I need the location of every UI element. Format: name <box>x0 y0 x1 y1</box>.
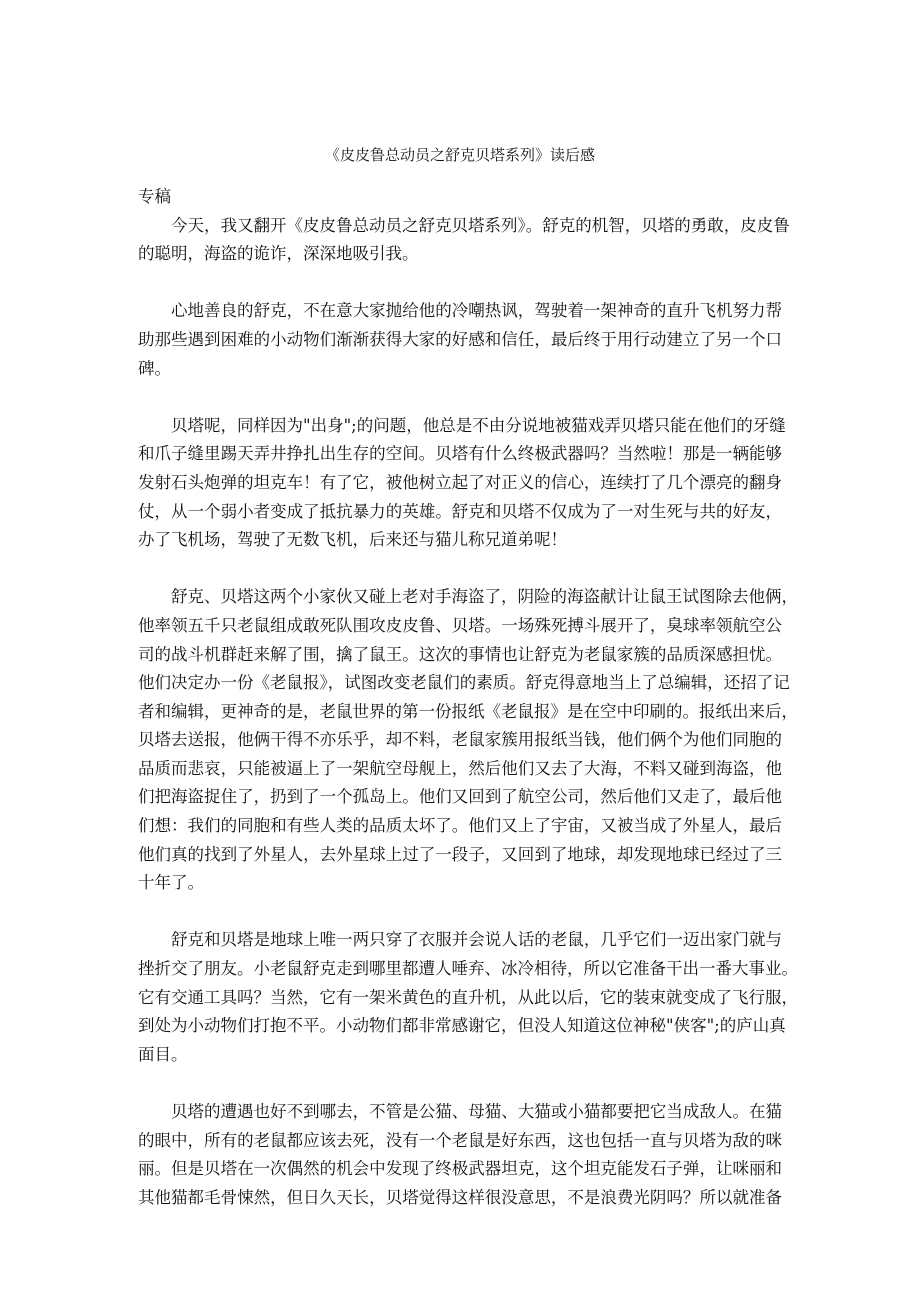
paragraph-spacer <box>138 1069 782 1098</box>
paragraph-line: 十年了。 <box>138 873 204 893</box>
paragraph <box>138 412 786 555</box>
paragraph-line: 品质而悲哀，只能被逼上了一架航空母舰上，然后他们又去了大海，不料又碰到海盗，他 <box>138 758 782 778</box>
paragraph <box>138 212 790 269</box>
paragraph-line: 贝塔的遭遇也好不到哪去，不管是公猫、母猫、大猫或小猫都要把它当成敌人。在猫 <box>171 1102 782 1121</box>
paragraph-line: 和爪子缝里踢天弄井挣扎出生存的空间。贝塔有什么终极武器吗？当然啦！那是一辆能够 <box>138 444 782 464</box>
paragraph-line: 他们决定办一份《老鼠报》，试图改变老鼠们的素质。舒克得意地当上了总编辑，还招了记 <box>138 673 790 693</box>
paragraph-line: 他们真的找到了外星人，去外星球上过了一段子，又回到了地球，却发现地球已经过了三 <box>138 844 782 864</box>
paragraph-line: 办了飞机场，驾驶了无数飞机，后来还与猫儿称兄道弟呢！ <box>138 530 567 550</box>
paragraph-line: 们想：我们的同胞和有些人类的品质太坏了。他们又上了宇宙，又被当成了外星人，最后 <box>138 816 782 836</box>
paragraph-line: 司的战斗机群赶来解了围，擒了鼠王。这次的事情也让舒克为老鼠家簇的品质深感担忧。 <box>138 644 782 664</box>
paragraph-line: 碑。 <box>138 358 171 378</box>
paragraph-line: 面目。 <box>138 1044 188 1064</box>
paragraph <box>138 297 782 383</box>
document-title: 《皮皮鲁总动员之舒克贝塔系列》读后感 <box>324 146 595 164</box>
paragraph-line: 丽。但是贝塔在一次偶然的机会中发现了终极武器坦克，这个坦克能发石子弹，让咪丽和 <box>138 1159 782 1179</box>
paragraph-line: 其他猫都毛骨悚然，但日久天长，贝塔觉得这样很没意思，不是浪费光阴吗？所以就准备 <box>138 1187 782 1207</box>
paragraph-spacer <box>138 898 782 927</box>
paragraph-spacer <box>138 383 782 412</box>
paragraph-line: 他率领五千只老鼠组成敢死队围攻皮皮鲁、贝塔。一场殊死搏斗展开了，臭球率领航空公 <box>138 615 782 635</box>
paragraph <box>138 926 798 1069</box>
paragraph-line: 的聪明，海盗的诡诈，深深地吸引我。 <box>138 244 419 264</box>
paragraph-line: 的眼中，所有的老鼠都应该去死，没有一个老鼠是好东西，这也包括一直与贝塔为敌的咪 <box>138 1130 782 1150</box>
paragraph-line: 者和编辑，更神奇的是，老鼠世界的第一份报纸《老鼠报》是在空中印刷的。报纸出来后， <box>138 701 798 721</box>
paragraph-spacer <box>138 555 782 584</box>
paragraph-line: 仗，从一个弱小者变成了抵抗暴力的英雄。舒克和贝塔不仅成为了一对生死与共的好友， <box>138 501 782 521</box>
paragraph-line: 贝塔去送报，他俩干得不亦乐乎，却不料，老鼠家簇用报纸当钱，他们俩个为他们同胞的 <box>138 730 782 750</box>
paragraph <box>138 583 798 898</box>
paragraph-line: 们把海盗捉住了，扔到了一个孤岛上。他们又回到了航空公司，然后他们又走了，最后他 <box>138 787 782 807</box>
paragraphs <box>138 212 798 1213</box>
paragraph-line: 它有交通工具吗？当然，它有一架米黄色的直升机，从此以后，它的装束就变成了飞行服， <box>138 987 798 1007</box>
paragraph <box>138 1098 782 1212</box>
paragraph-line: 挫折交了朋友。小老鼠舒克走到哪里都遭人唾弃、冰冷相待，所以它准备干出一番大事业。 <box>138 959 798 979</box>
paragraph-line: 到处为小动物们打抱不平。小动物们都非常感谢它，但没人知道这位神秘"侠客";的庐山真 <box>138 1016 786 1036</box>
paragraph-line: 今天，我又翻开《皮皮鲁总动员之舒克贝塔系列》。舒克的机智，贝塔的勇敢，皮皮鲁 <box>171 215 790 235</box>
byline: 专稿 <box>138 187 171 206</box>
paragraph-line: 舒克和贝塔是地球上唯一两只穿了衣服并会说人话的老鼠，几乎它们一迈出家门就与 <box>171 930 782 950</box>
paragraph-line: 助那些遇到困难的小动物们渐渐获得大家的好感和信任，最后终于用行动建立了另一个口 <box>138 329 782 349</box>
paragraph-line: 贝塔呢，同样因为"出身";的问题，他总是不由分说地被猫戏弄贝塔只能在他们的牙缝 <box>171 415 786 435</box>
paragraph-line: 舒克、贝塔这两个小家伙又碰上老对手海盗了，阴险的海盗献计让鼠王试图除去他俩， <box>171 587 798 607</box>
document-body <box>138 183 798 1212</box>
paragraph-line: 发射石头炮弹的坦克车！有了它，被他树立起了对正义的信心，连续打了几个漂亮的翻身 <box>138 472 782 492</box>
paragraph-line: 心地善良的舒克，不在意大家抛给他的冷嘲热讽，驾驶着一架神奇的直升飞机努力帮 <box>171 301 782 321</box>
paragraph-spacer <box>138 269 782 298</box>
